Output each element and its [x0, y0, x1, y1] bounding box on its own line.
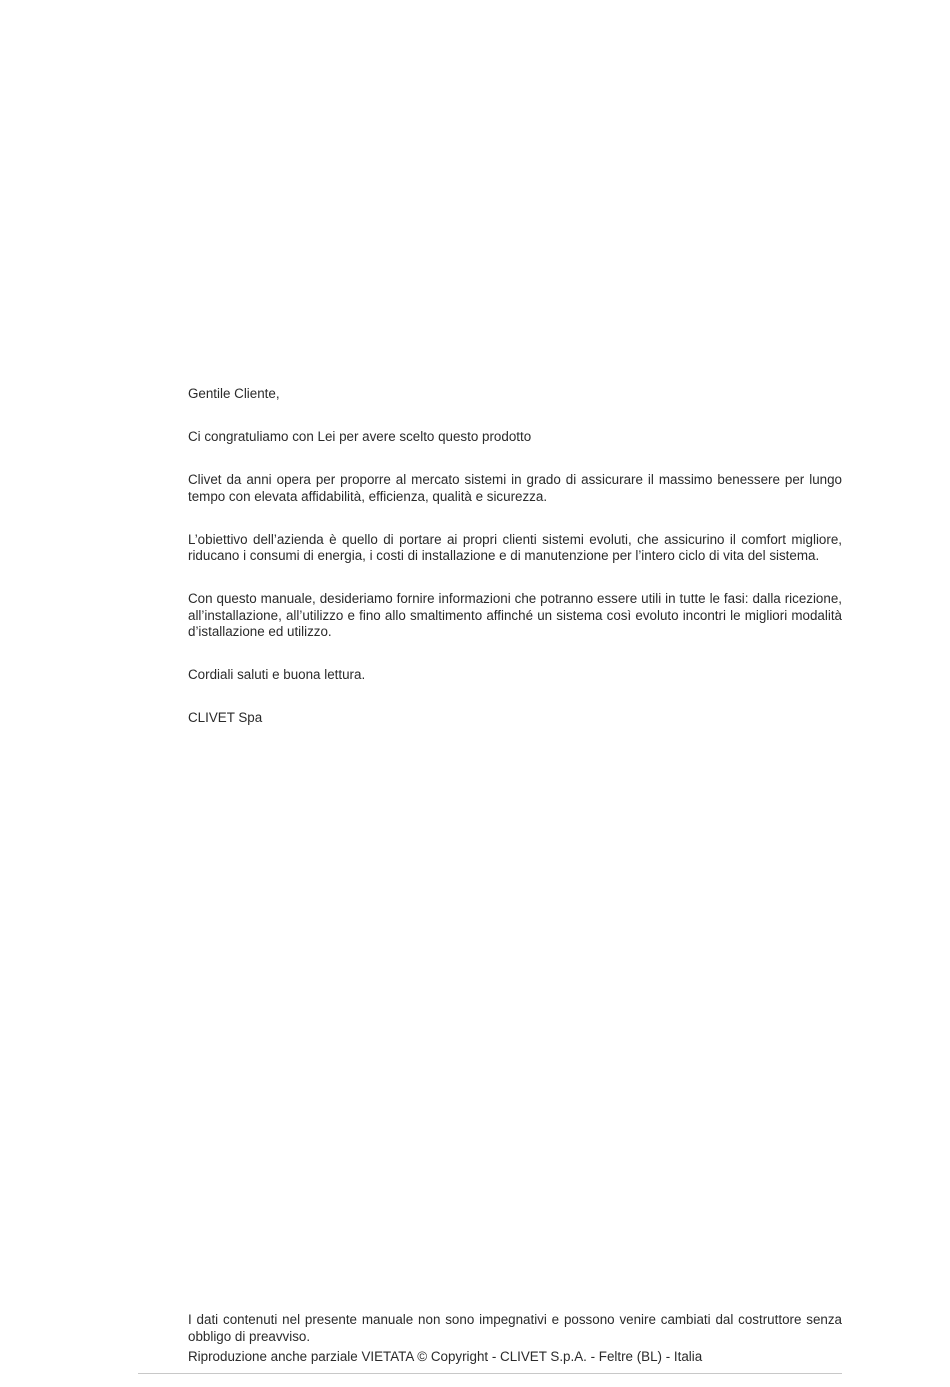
letter-closing: Cordiali saluti e buona lettura. — [188, 667, 366, 682]
footer-copyright: Riproduzione anche parziale VIETATA © Copyright - CLIVET S.p.A. - Feltre (BL) - Italia — [188, 1349, 703, 1364]
footer-divider — [138, 1373, 842, 1374]
letter-congratulations: Ci congratuliamo con Lei per avere scelto questo prodotto — [188, 429, 532, 444]
welcome-letter — [188, 386, 842, 727]
footer-disclaimer: I dati contenuti nel presente manuale non sono impegnativi e possono venire cambiati dal costruttore senza obbligo di preavviso. — [188, 1312, 842, 1344]
letter-paragraph-company: Clivet da anni opera per proporre al mercato sistemi in grado di assicurare il massimo benessere per lungo tempo con elevata affidabilità, efficienza, qualità e sicurezza. — [188, 472, 842, 504]
letter-paragraph-objective: L’obiettivo dell’azienda è quello di portare ai propri clienti sistemi evoluti, che assicurino il comfort migliore, riducano i consumi di energia, i costi di installazione e di manutenzione per l’intero ciclo di vita del sistema. — [188, 531, 842, 563]
page-footer — [188, 1312, 842, 1366]
letter-greeting: Gentile Cliente, — [188, 386, 280, 401]
letter-signature: CLIVET Spa — [188, 710, 263, 725]
letter-paragraph-manual: Con questo manuale, desideriamo fornire informazioni che potranno essere utili in tutte le fasi: dalla ricezione, all’installazione, all’utilizzo e fino allo smaltimento affinché un sistema così evoluto incontri le migliori modalità d’istallazione ed utilizzo. — [188, 591, 842, 639]
